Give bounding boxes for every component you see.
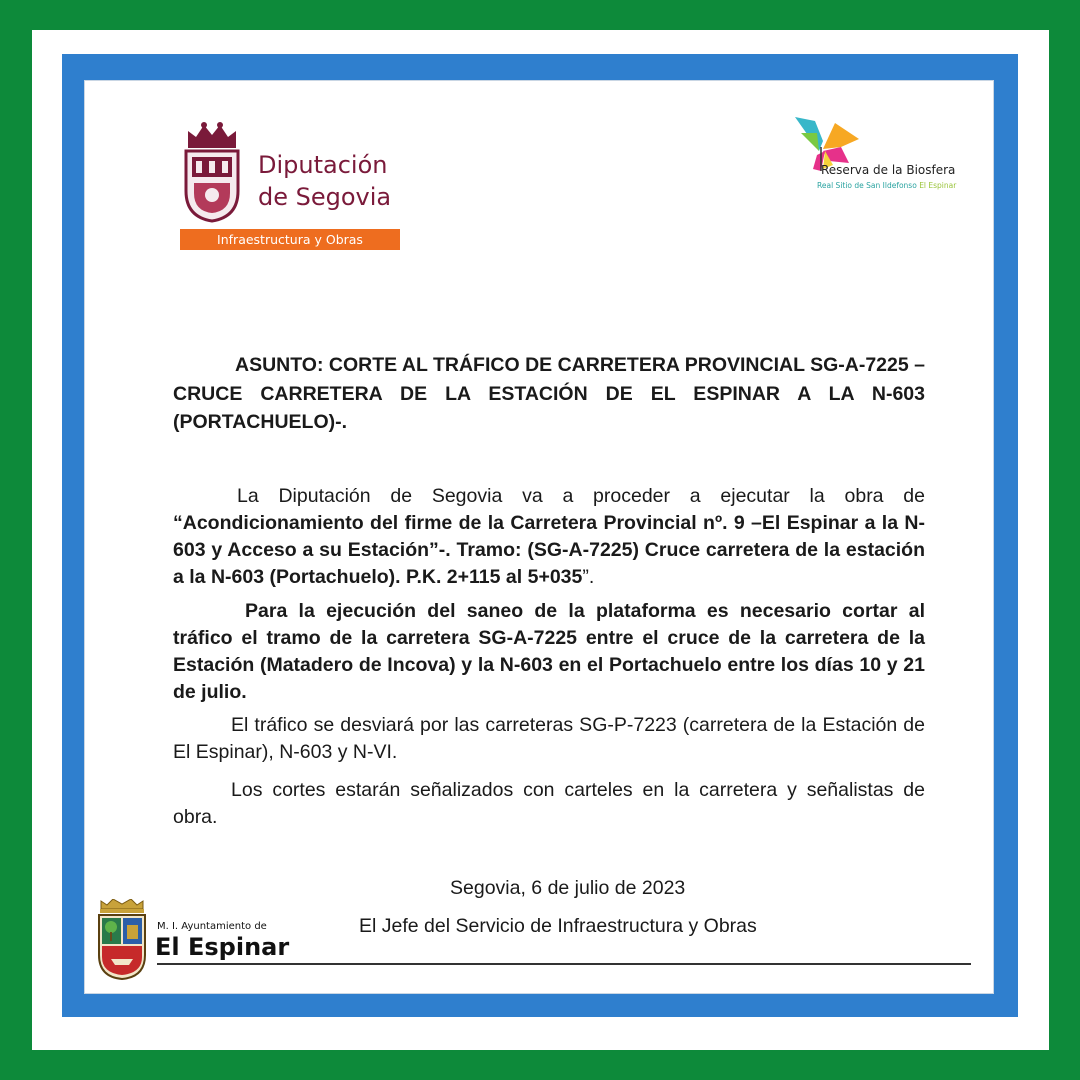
footer-rule <box>157 963 971 965</box>
paragraph-intro <box>173 483 925 591</box>
diputacion-logo <box>180 121 410 251</box>
paragraph-intro-text: La Diputación de Segovia va a proceder a ejecutar la obra de <box>237 485 925 507</box>
notice-document <box>84 80 994 994</box>
paragraph-intro-end: ”. <box>582 566 595 588</box>
signature-line: El Jefe del Servicio de Infraestructura y Obras <box>359 915 757 937</box>
espinar-small-label: M. I. Ayuntamiento de <box>157 921 267 932</box>
espinar-logo <box>93 897 983 987</box>
diputacion-line2: de Segovia <box>258 183 392 211</box>
date-line: Segovia, 6 de julio de 2023 <box>450 877 686 899</box>
diputacion-name <box>258 149 418 213</box>
biosphere-subtitle-a: Real Sitio de San Ildefonso <box>817 181 917 190</box>
paragraph-signage: Los cortes estarán señalizados con carteles en la carretera y señalistas de obra. <box>173 779 925 828</box>
paragraph-closure: Para la ejecución del saneo de la plataforma es necesario cortar al tráfico el tramo de la carretera SG-A-7225 entre el cruce de la carretera de la Estación (Matadero de Incova) y la N-603 en el Portachuelo entre los días 10 y 21 de julio. <box>173 600 925 703</box>
biosphere-subtitle-b: El Espinar <box>919 181 957 190</box>
diputacion-line1: Diputación <box>258 151 388 179</box>
biosphere-title: Reserva de la Biosfera <box>821 163 956 177</box>
espinar-name: El Espinar <box>155 933 290 961</box>
project-title: “Acondicionamiento del firme de la Carretera Provincial nº. 9 –El Espinar a la N-603 y Acceso a su Estación”-. Tramo: (SG-A-7225) Cruce carretera de la estación a la N-603 (Portachuelo). P.K. 2+115 al 5+035 <box>173 512 925 588</box>
coat-of-arms-icon <box>180 121 244 223</box>
diputacion-department-bar: Infraestructura y Obras <box>180 229 400 250</box>
biosphere-subtitle <box>817 181 977 190</box>
subject-heading: ASUNTO: CORTE AL TRÁFICO DE CARRETERA PROVINCIAL SG-A-7225 – CRUCE CARRETERA DE LA ESTACIÓN DE EL ESPINAR A LA N-603 (PORTACHUELO)-. <box>173 354 925 433</box>
biosphere-logo <box>785 111 965 201</box>
municipal-shield-icon <box>95 899 149 981</box>
paragraph-detour: El tráfico se desviará por las carreteras SG-P-7223 (carretera de la Estación de El Espinar), N-603 y N-VI. <box>173 714 925 763</box>
